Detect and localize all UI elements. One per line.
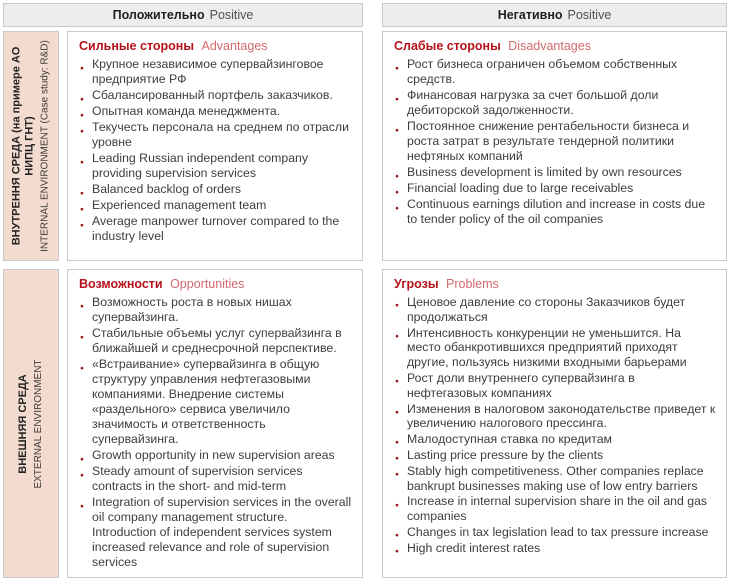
column-header-negative-en: Positive (567, 8, 612, 22)
threats-items-en (394, 448, 716, 556)
list-item: ● Стабильные объемы услуг супервайзинга в ближайшей и среднесрочной перспективе. (79, 326, 352, 356)
quadrant-threats (382, 269, 727, 578)
list-item: ● Increase in internal supervision share in the oil and gas companies (394, 494, 716, 524)
list-item: ● Возможность роста в новых нишах супервайзинга. (79, 295, 352, 325)
list-item: ● Financial loading due to large receivables (394, 181, 716, 196)
threats-title (394, 276, 716, 292)
weaknesses-items-ru (394, 57, 716, 164)
list-item: ● Average manpower turnover compared to the industry level (79, 214, 352, 244)
list-item: ● Growth opportunity in new supervision areas (79, 448, 352, 463)
quadrant-opportunities (67, 269, 363, 578)
row-header-internal-en: INTERNAL ENVIRONMENT (Case study: R&D) (39, 40, 51, 252)
opportunities-title-en: Opportunities (170, 277, 245, 291)
weaknesses-title (394, 38, 716, 54)
threats-items-ru (394, 295, 716, 447)
row-header-external-en: EXTERNAL ENVIRONMENT (33, 358, 44, 489)
list-item: ● Сбалансированный портфель заказчиков. (79, 88, 352, 103)
weaknesses-title-ru: Слабые стороны (394, 39, 501, 53)
list-item: ● Integration of supervision services in the overall oil company management structure. Introduction of independent services system increased relevance and role of supervision services (79, 495, 352, 570)
list-item: ● Experienced management team (79, 198, 352, 213)
weaknesses-items-en (394, 165, 716, 227)
row-header-internal-rotated-label (11, 33, 52, 259)
list-item: ● Steady amount of supervision services contracts in the short- and mid-term (79, 464, 352, 494)
opportunities-title (79, 276, 352, 292)
row-header-internal-ru: ВНУТРЕННЯ СРЕДА (на примере АО НИПЦ ГНТ) (10, 46, 36, 246)
list-item: ● Рост доли внутреннего супервайзинга в нефтегазовых компаниях (394, 371, 716, 401)
list-item: ● Stably high competitiveness. Other companies replace bankrupt businesses making use of low entry barriers (394, 464, 716, 494)
strengths-title-en: Advantages (201, 39, 268, 53)
row-header-external-environment (3, 269, 59, 578)
list-item: ● Малодоступная ставка по кредитам (394, 432, 716, 447)
strengths-items-en (79, 151, 352, 244)
opportunities-title-ru: Возможности (79, 277, 163, 291)
column-header-negative (382, 3, 727, 27)
list-item: ● High credit interest rates (394, 541, 716, 556)
strengths-items-ru (79, 57, 352, 150)
list-item: ● Ценовое давление со стороны Заказчиков будет продолжаться (394, 295, 716, 325)
list-item: ● Business development is limited by own resources (394, 165, 716, 180)
row-header-external-rotated-label (17, 274, 45, 574)
list-item: ● Изменения в налоговом законодательстве приведет к увеличению налогового прессинга. (394, 402, 716, 432)
weaknesses-title-en: Disadvantages (508, 39, 591, 53)
list-item: ● Текучесть персонала на среднем по отрасли уровне (79, 120, 352, 150)
strengths-title (79, 38, 352, 54)
opportunities-items-en (79, 448, 352, 570)
threats-title-ru: Угрозы (394, 277, 439, 291)
list-item: ● Continuous earnings dilution and increase in costs due to tender policy of the oil companies (394, 197, 716, 227)
strengths-title-ru: Сильные стороны (79, 39, 195, 53)
list-item: ● Опытная команда менеджмента. (79, 104, 352, 119)
column-header-positive (3, 3, 363, 27)
list-item: ● Финансовая нагрузка за счет большой доли дебиторской задолженности. (394, 88, 716, 118)
list-item: ● Balanced backlog of orders (79, 182, 352, 197)
list-item: ● Интенсивность конкуренции не уменьшится. На место обанкротившихся предприятий приходят другие, пользуясь низкими входными барьерами (394, 326, 716, 370)
row-header-external-ru: ВНЕШНЯЯ СРЕДА (17, 373, 29, 474)
list-item: ● Lasting price pressure by the clients (394, 448, 716, 463)
list-item: ● «Встраивание» супервайзинга в общую структуру управления нефтегазовыми компаниями. Внедрение системы «раздельного» сервиса увеличило значимость и ответственность супервайзинга. (79, 357, 352, 447)
list-item: ● Постоянное снижение рентабельности бизнеса и роста затрат в результате тендерной политики нефтяных компаний (394, 119, 716, 164)
opportunities-items-ru (79, 295, 352, 447)
column-header-positive-ru: Положительно (112, 8, 205, 22)
list-item: ● Рост бизнеса ограничен объемом собственных средств. (394, 57, 716, 87)
column-header-negative-ru: Негативно (497, 8, 563, 22)
row-header-internal-environment (3, 31, 59, 261)
column-header-positive-en: Positive (209, 8, 254, 22)
quadrant-strengths (67, 31, 363, 261)
list-item: ● Changes in tax legislation lead to tax pressure increase (394, 525, 716, 540)
threats-title-en: Problems (446, 277, 499, 291)
quadrant-weaknesses (382, 31, 727, 261)
list-item: ● Крупное независимое супервайзинговое предприятие РФ (79, 57, 352, 87)
list-item: ● Leading Russian independent company providing supervision services (79, 151, 352, 181)
